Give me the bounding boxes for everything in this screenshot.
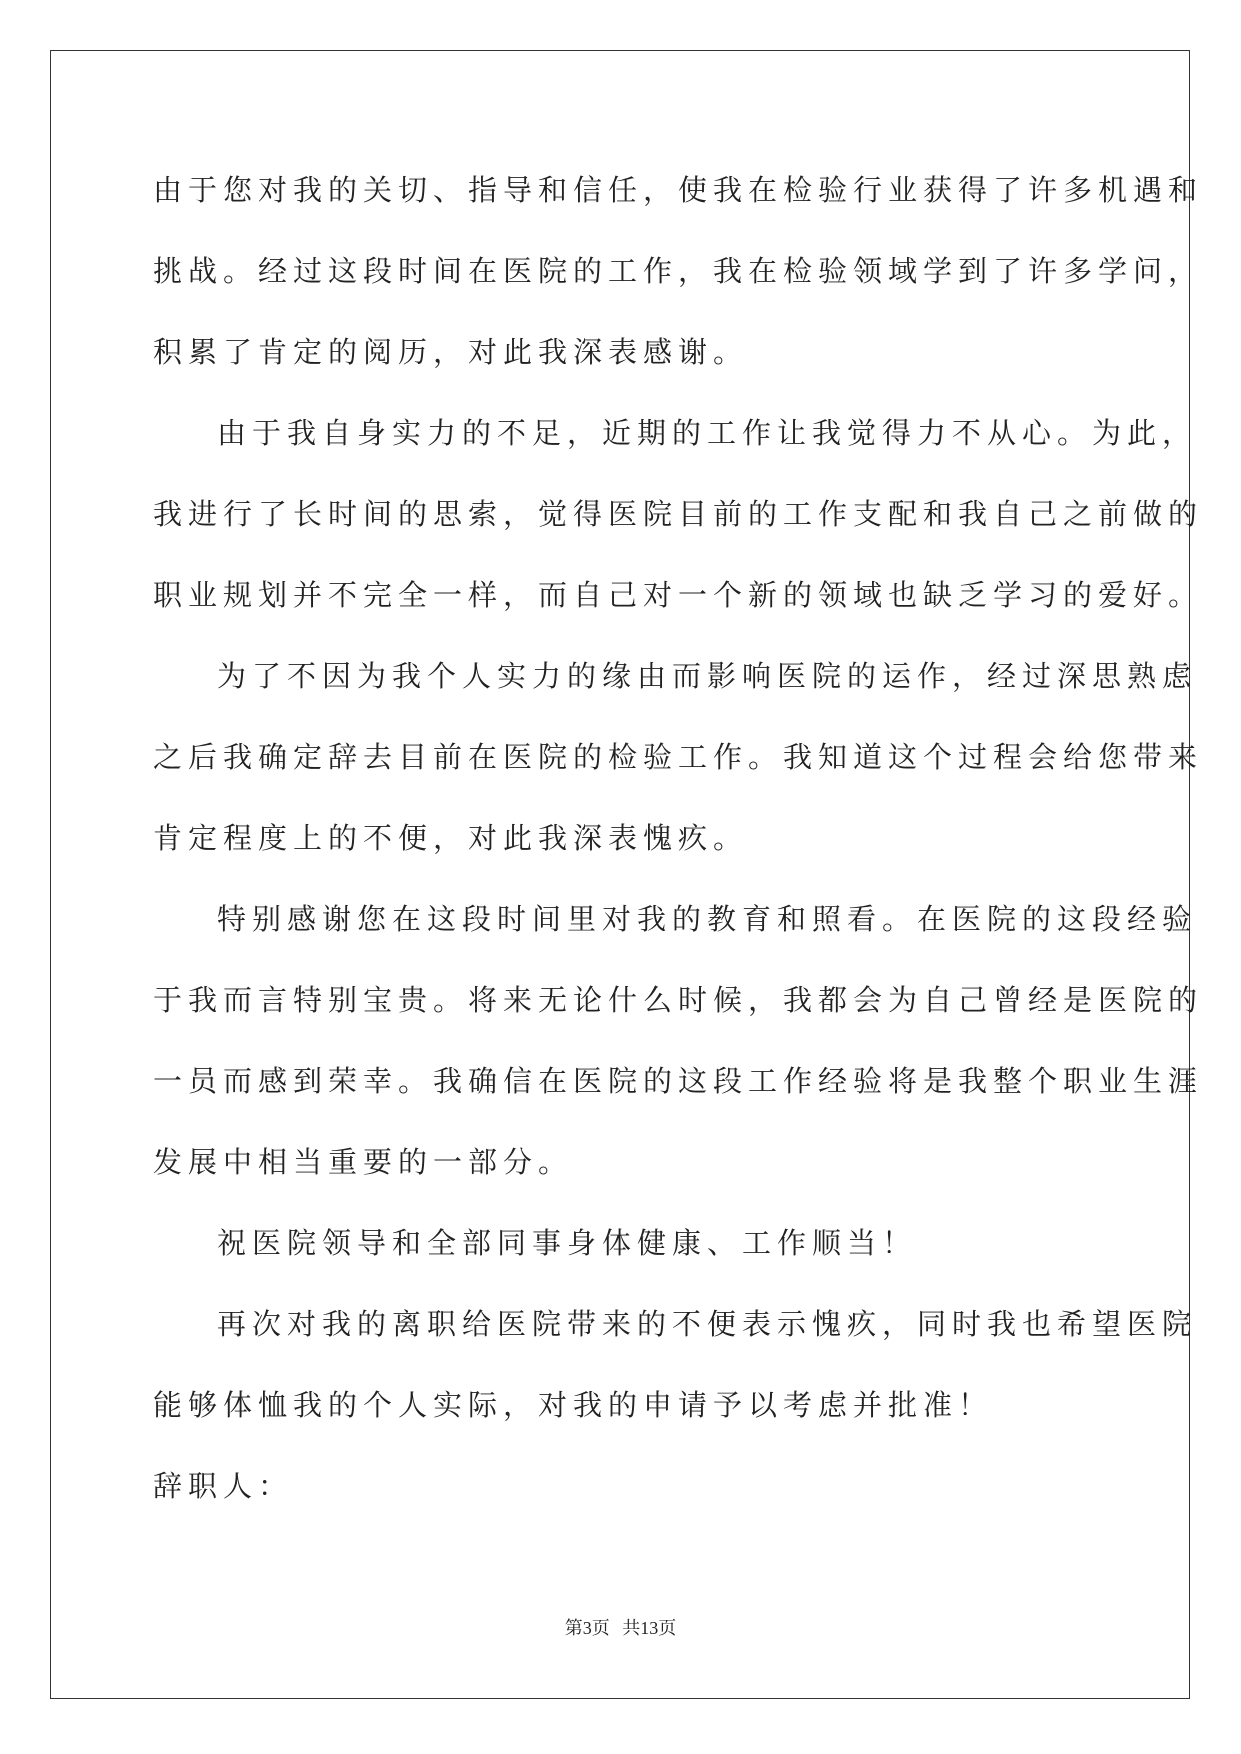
paragraph-start-line: 祝医院领导和全部同事身体健康、工作顺当！ — [217, 1226, 918, 1260]
document-body — [153, 160, 1204, 1537]
paragraph-start-line: 为了不因为我个人实力的缘由而影响医院的运作，经过深思熟虑 — [217, 659, 1198, 693]
page-footer — [0, 1614, 1241, 1640]
text-line: 职业规划并不完全一样，而自己对一个新的领域也缺乏学习的爱好。 — [153, 578, 1204, 612]
text-line: 挑战。经过这段时间在医院的工作，我在检验领域学到了许多学问， — [153, 254, 1204, 288]
signature-label: 辞职人： — [153, 1469, 294, 1503]
text-line: 我进行了长时间的思索，觉得医院目前的工作支配和我自己之前做的 — [153, 497, 1204, 531]
text-line: 积累了肯定的阅历，对此我深表感谢。 — [153, 335, 749, 369]
text-line: 之后我确定辞去目前在医院的检验工作。我知道这个过程会给您带来 — [153, 740, 1204, 774]
text-line: 发展中相当重要的一部分。 — [153, 1145, 574, 1179]
total-pages: 共13页 — [622, 1618, 677, 1638]
text-line: 肯定程度上的不便，对此我深表愧疚。 — [153, 821, 749, 855]
paragraph-start-line: 再次对我的离职给医院带来的不便表示愧疚，同时我也希望医院 — [217, 1307, 1198, 1341]
paragraph-start-line: 特别感谢您在这段时间里对我的教育和照看。在医院的这段经验 — [217, 902, 1198, 936]
text-line: 于我而言特别宝贵。将来无论什么时候，我都会为自己曾经是医院的 — [153, 983, 1204, 1017]
text-line: 一员而感到荣幸。我确信在医院的这段工作经验将是我整个职业生涯 — [153, 1064, 1204, 1098]
text-line: 能够体恤我的个人实际，对我的申请予以考虑并批准！ — [153, 1388, 994, 1422]
page-number: 第3页 — [564, 1618, 610, 1638]
paragraph-start-line: 由于我自身实力的不足，近期的工作让我觉得力不从心。为此， — [217, 416, 1198, 450]
text-line: 由于您对我的关切、指导和信任，使我在检验行业获得了许多机遇和 — [153, 173, 1204, 207]
